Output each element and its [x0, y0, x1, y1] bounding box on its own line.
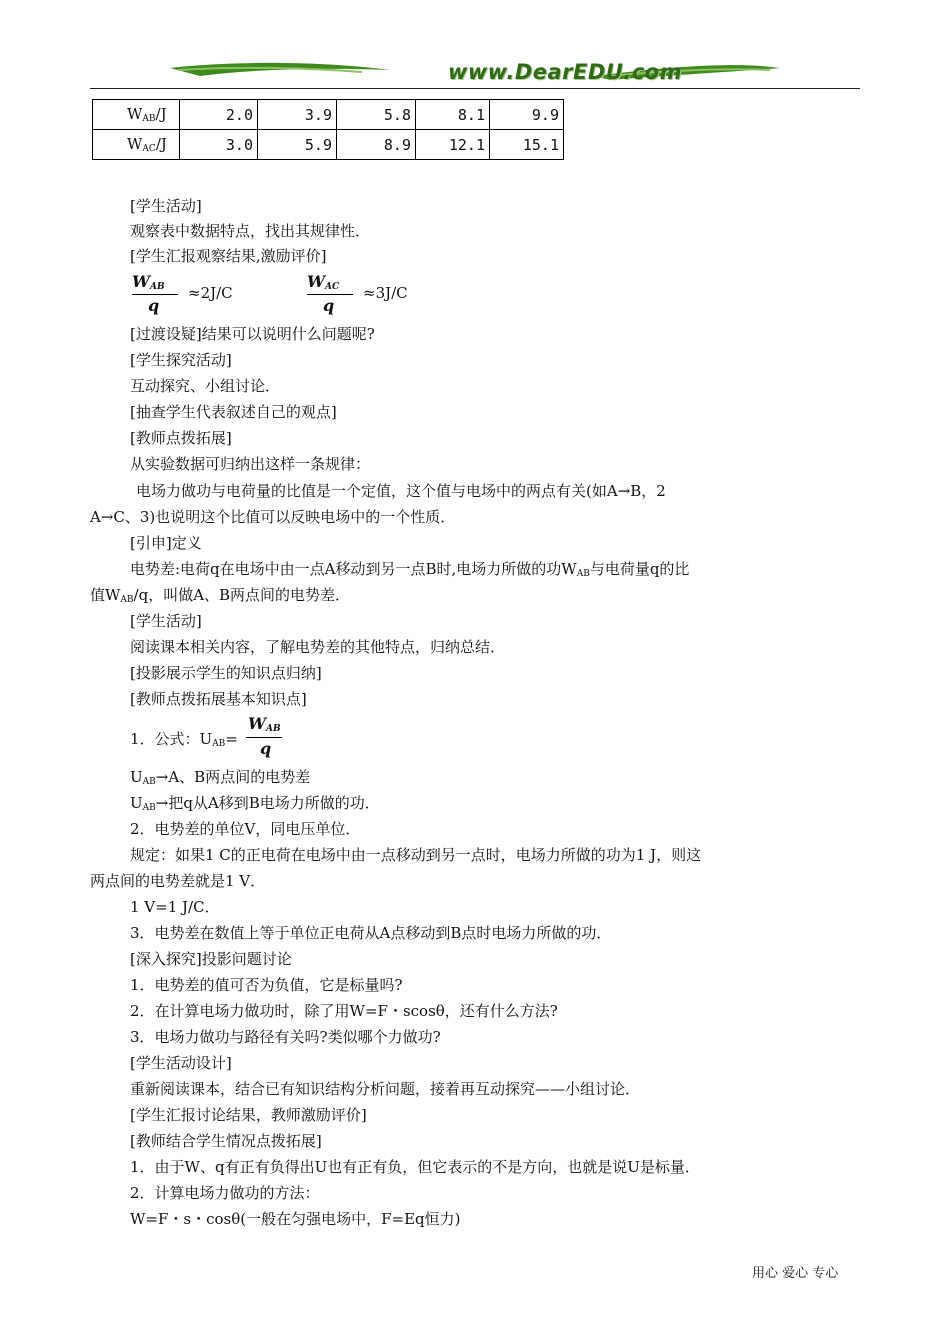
- text-line: [深入探究]投影问题讨论: [130, 950, 292, 968]
- header-site-name: www.DearEDU.com: [448, 60, 683, 84]
- table-cell: 8.9: [337, 130, 416, 160]
- text-line: $U_{AB}\to$把q从A移到B电场力所做的功．: [130, 794, 380, 813]
- text-line: [学生探究活动]: [130, 351, 232, 369]
- row-header: $W_{AC}/J$: [93, 130, 180, 160]
- text-line: [学生汇报观察结果,激励评价]: [130, 247, 327, 265]
- formula-value: ≈3J/C: [363, 284, 408, 302]
- site-header: [90, 56, 860, 90]
- text-line: 1 V=1 J/C．: [130, 898, 220, 916]
- row-header: $W_{AB}/J$: [93, 100, 180, 130]
- formula-numerator: $W_{AB}$: [248, 714, 281, 734]
- text-line: 值$W_{AB}/q$，叫做A、B两点间的电势差．: [90, 586, 351, 605]
- table-cell: 2.0: [180, 100, 258, 130]
- ratio-formula-ab: [132, 272, 262, 316]
- fraction-bar: [307, 294, 353, 295]
- text-line: 2．在计算电场力做功时，除了用W=F・scosθ，还有什么方法?: [130, 1002, 558, 1020]
- table-cell: 12.1: [416, 130, 490, 160]
- text-line: [学生活动]: [130, 612, 202, 630]
- formula-prefix: 1．公式：$U_{AB}=$: [130, 730, 238, 749]
- text-line: [抽查学生代表叙述自己的观点]: [130, 403, 337, 421]
- formula-value: ≈2J/C: [188, 284, 233, 302]
- text-line: [教师点拨拓展]: [130, 429, 232, 447]
- text-line: 阅读课本相关内容，了解电势差的其他特点，归纳总结．: [130, 638, 506, 656]
- formula-numerator: $W_{AC}$: [307, 272, 340, 292]
- text-line: 2．计算电场力做功的方法：: [130, 1184, 320, 1202]
- table-cell: 5.8: [337, 100, 416, 130]
- text-line: 两点间的电势差就是1 V．: [90, 872, 266, 890]
- table-cell: 3.9: [258, 100, 337, 130]
- page-footer: 用心 爱心 专心: [752, 1266, 839, 1281]
- potential-difference-formula: [130, 714, 330, 762]
- text-line: [教师结合学生情况点拨拓展]: [130, 1132, 322, 1150]
- fraction-bar: [246, 737, 282, 738]
- table-cell: 9.9: [490, 100, 564, 130]
- text-line: 从实验数据可归纳出这样一条规律：: [130, 455, 371, 473]
- table-cell: 5.9: [258, 130, 337, 160]
- text-line: [教师点拨拓展基本知识点]: [130, 690, 307, 708]
- text-line: 电势差:电荷q在电场中由一点A移动到另一点B时,电场力所做的功$W_{AB}$与电荷量q的比: [130, 560, 690, 579]
- text-line: [过渡设疑]结果可以说明什么问题呢?: [130, 325, 375, 343]
- text-line: 1．由于W、q有正有负得出U也有正有负，但它表示的不是方向，也就是说U是标量．: [130, 1158, 700, 1176]
- text-line: 规定：如果1 C的正电荷在电场中由一点移动到另一点时，电场力所做的功为1 J，则这: [130, 846, 702, 864]
- text-line: 电场力做功与电荷量的比值是一个定值，这个值与电场中的两点有关(如A→B，2: [136, 482, 666, 500]
- text-line: 3．电势差在数值上等于单位正电荷从A点移动到B点时电场力所做的功．: [130, 924, 612, 942]
- text-line: A→C、3)也说明这个比值可以反映电场中的一个性质．: [90, 508, 456, 526]
- work-data-table: [92, 99, 564, 160]
- table-row: [93, 100, 564, 130]
- text-line: 互动探究、小组讨论．: [130, 377, 281, 395]
- text-line: 1．电势差的值可否为负值，它是标量吗?: [130, 976, 403, 994]
- formula-numerator: $W_{AB}$: [132, 272, 165, 292]
- table-cell: 3.0: [180, 130, 258, 160]
- table-cell: 8.1: [416, 100, 490, 130]
- formula-denominator: q: [260, 739, 272, 758]
- text-line: $U_{AB}\to A$、B两点间的电势差: [130, 768, 311, 787]
- ratio-formula-ac: [307, 272, 437, 316]
- text-line: [学生活动]: [130, 197, 202, 215]
- header-rule: [90, 88, 860, 89]
- text-line: [引申]定义: [130, 534, 202, 552]
- table-cell: 15.1: [490, 130, 564, 160]
- text-line: [学生活动设计]: [130, 1054, 232, 1072]
- formula-denominator: q: [323, 296, 335, 315]
- text-line: [学生汇报讨论结果，教师激励评价]: [130, 1106, 367, 1124]
- text-line: 观察表中数据特点，找出其规律性．: [130, 222, 371, 240]
- fraction-bar: [132, 294, 178, 295]
- table-row: [93, 130, 564, 160]
- text-line: [投影展示学生的知识点归纳]: [130, 664, 322, 682]
- text-line: W=F・s・cosθ(一般在匀强电场中，F=Eq恒力): [130, 1210, 461, 1228]
- text-line: 2．电势差的单位V，同电压单位．: [130, 820, 361, 838]
- text-line: 重新阅读课本，结合已有知识结构分析问题，接着再互动探究——小组讨论．: [130, 1080, 641, 1098]
- formula-denominator: q: [148, 296, 160, 315]
- text-line: 3．电场力做功与路径有关吗?类似哪个力做功?: [130, 1028, 441, 1046]
